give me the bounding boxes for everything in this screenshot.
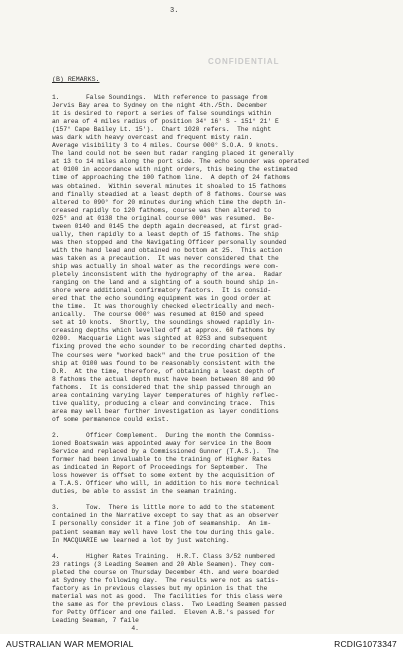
text-line: the same as for the previous class. Two Leading Seamen passed (52, 600, 287, 608)
text-line: area containing varying layer temperatures of highly reflec- (52, 391, 279, 399)
text-line: the time. It was thoroughly checked electrically and mech- (52, 303, 275, 311)
text-line: The land could not be seen but radar ranging placed it generally (52, 150, 294, 158)
text-line: was taken as a precaution. It was never considered that the (52, 254, 279, 262)
text-line: Average visibility 3 to 4 miles. Course 000° S.O.A. 9 knots. (52, 142, 279, 150)
text-line (52, 545, 390, 553)
text-line: pletely inconsistent with the hydrography of the area. Radar (52, 271, 283, 279)
record-id: RCDIG1073347 (334, 639, 397, 649)
text-line: an area of 4 miles radius of position 34° 16' S - 151° 21' E (52, 118, 279, 126)
text-line: material was not as good. The facilities for this class were (52, 592, 283, 600)
text-line: ioned Boatswain was appointed away for service in the Boom (52, 440, 272, 448)
text-line: and finally steadied at a least depth of 8 fathoms. Course was (52, 190, 287, 198)
text-line: duties, be able to assist in the seaman training. (52, 488, 238, 496)
text-line: contained in the Narrative except to say that as an observer (52, 512, 279, 520)
text-line: altered to 090° for 20 minutes during which time the depth in- (52, 198, 287, 206)
text-line: fathoms. It is considered that the ship passed through an (52, 383, 272, 391)
text-line (52, 424, 390, 432)
text-line: loss however is offset to some extent by the acquisition of (52, 472, 275, 480)
page-number: 3. (170, 7, 179, 15)
text-line: fixing proved the echo sounder to be recording charted depths. (52, 343, 287, 351)
text-line: was dark with heavy overcast and frequent misty rain. (52, 134, 253, 142)
text-line: 025° and at 0138 the original course 000° was resumed. Be- (52, 214, 275, 222)
text-line: former had been invaluable to the training of Higher Rates (52, 456, 272, 464)
text-line: 8 fathoms the actual depth must have been between 80 and 90 (52, 375, 275, 383)
text-line: Jervis Bay area to Sydney on the night 4th./5th. December (52, 102, 268, 110)
text-line: creasing depths which levelled off at approx. 60 fathoms by (52, 327, 275, 335)
text-line: tween 0140 and 0145 the depth again decreased, at first grad- (52, 222, 283, 230)
text-line: with the hand lead and obtained no bottom at 25. This action (52, 246, 283, 254)
text-line: In MACQUARIE we learned a lot by just watching. (52, 536, 230, 544)
text-line: set at 10 knots. Shortly, the soundings showed rapidly in- (52, 319, 275, 327)
text-line: at Sydney the following day. The results were not as satis- (52, 576, 279, 584)
text-line: D.R. At the time, therefore, of obtaining a least depth of (52, 367, 275, 375)
text-line: anically. The course 000° was resumed at 0150 and speed (52, 311, 264, 319)
text-line: pleted the course on Thursday December 4th. and were boarded (52, 568, 279, 576)
text-line: time of approaching the 100 fathom line. A depth of 24 fathoms (52, 174, 291, 182)
text-line: at 0100 in accordance with night orders, this being the estimated (52, 166, 298, 174)
text-line: a T.A.S. Officer who will, in addition to his more technical (52, 480, 279, 488)
text-line: it is desired to report a series of false soundings within (52, 110, 272, 118)
text-line: at 13 to 14 miles along the port side. The echo sounder was operated (52, 158, 309, 166)
text-line: was obtained. Within several minutes it shoaled to 15 fathoms (52, 182, 287, 190)
text-line: 0200. Macquarie Light was sighted at 0253 and subsequent (52, 335, 268, 343)
text-line: 3. Tow. There is little more to add to the statement (52, 504, 275, 512)
text-line (52, 496, 390, 504)
text-line: ually, then rapidly to a least depth of 15 fathoms. The ship (52, 230, 279, 238)
text-line: as indicated in Report of Proceedings for September. The (52, 464, 268, 472)
report-body (52, 94, 390, 633)
text-line: ship at 0100 was found to be reasonably consistent with the (52, 359, 275, 367)
text-line: tive quality, producing a clear and convincing trace. This (52, 399, 275, 407)
text-line: shore were additional confirmatory factors. It is consid- (52, 287, 272, 295)
text-line: patient seaman may well have lost the tow during this gale. (52, 528, 275, 536)
text-line: Leading Seaman, 7 faile (52, 617, 139, 625)
text-line: of some permanence could exist. (52, 415, 170, 423)
text-line: 23 ratings (3 Leading Seamen and 20 Able Seamen). They com- (52, 560, 275, 568)
confidential-stamp: CONFIDENTIAL (208, 57, 280, 66)
text-line: ship was actually in shoal water as the recordings were com- (52, 262, 279, 270)
text-line: ranging on the land and a sighting of a south bound ship in- (52, 279, 279, 287)
text-line: I personally consider it a fine job of seamanship. An im- (52, 520, 272, 528)
text-line: for Petty Officer and one failed. Eleven A.B.'s passed for (52, 609, 275, 616)
text-line: factory as in previous classes but my opinion is that the (52, 584, 268, 592)
text-line: area may well bear further investigation as layer conditions (52, 407, 279, 415)
text-line: creased rapidly to 120 fathoms, course was then altered to (52, 206, 272, 214)
archive-footer (0, 634, 403, 654)
text-line: ered that the echo sounding equipment was in good order at (52, 295, 272, 303)
text-line: Service and replaced by a Commissioned Gunner (T.A.S.). The (52, 448, 279, 456)
text-line: 1. False Soundings. With reference to passage from (52, 94, 268, 101)
text-line: (157° Cape Bailey Lt. 15'). Chart 1020 refers. The night (52, 126, 272, 134)
text-line: 4. (52, 625, 139, 633)
institution-name: AUSTRALIAN WAR MEMORIAL (6, 639, 134, 649)
section-heading: (B) REMARKS. (52, 76, 100, 83)
text-line: The courses were "worked back" and the true position of the (52, 351, 275, 359)
text-line: 2. Officer Complement. During the month the Commiss- (52, 431, 275, 439)
text-line: 4. Higher Rates Training. H.R.T. Class 3/52 numbered (52, 552, 275, 560)
text-line: was then stopped and the Navigating Officer personally sounded (52, 238, 287, 246)
